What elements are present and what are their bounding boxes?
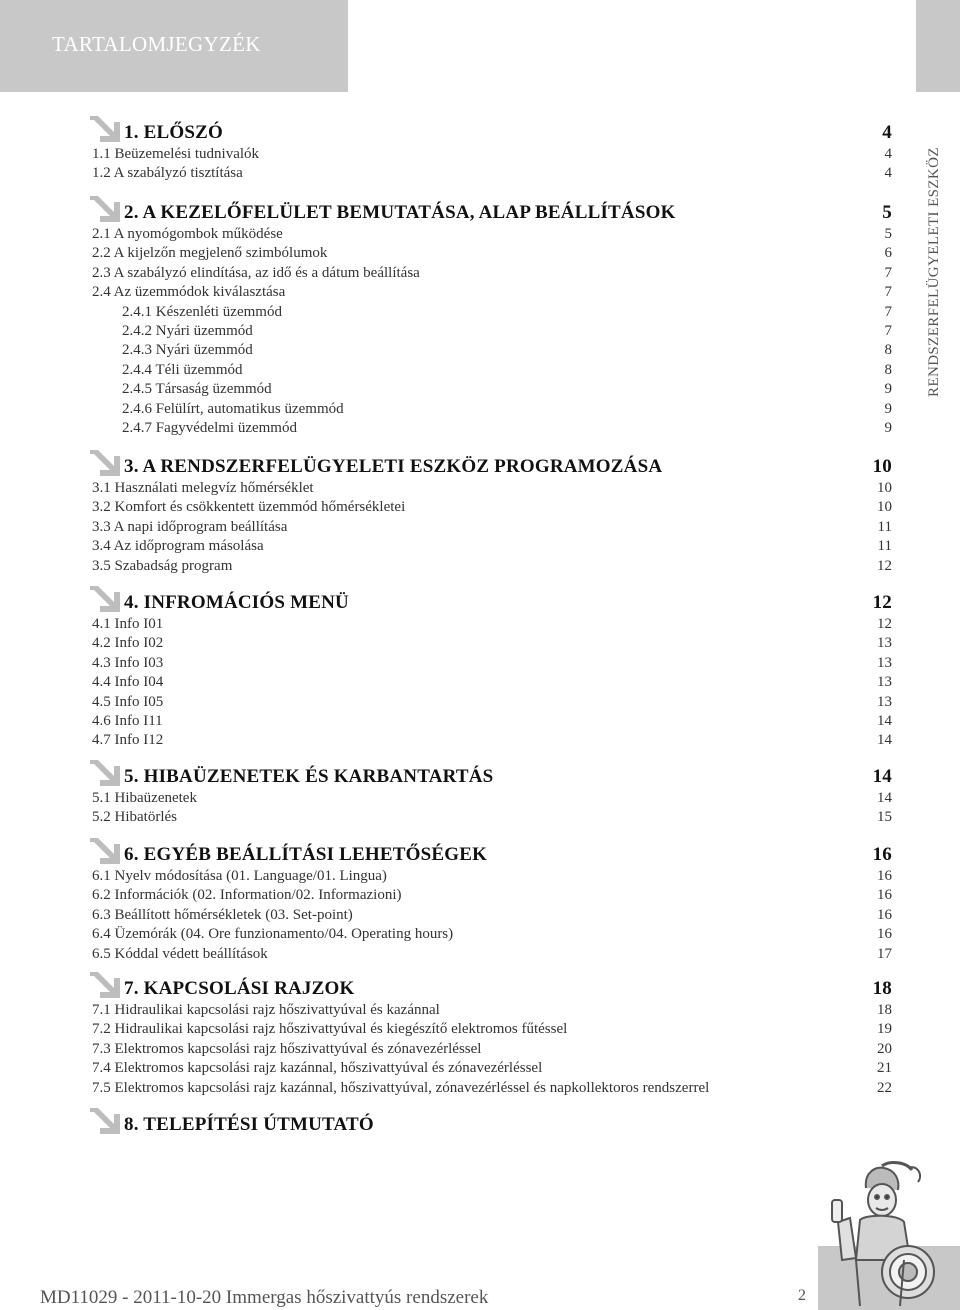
section-title: 6. EGYÉB BEÁLLÍTÁSI LEHETŐSÉGEK [124, 844, 488, 865]
toc-entry-page: 15 [877, 809, 892, 826]
toc-entry-page: 9 [884, 420, 892, 436]
toc-entry-label: 4.2 Info I02 [92, 635, 164, 652]
section-page-number: 10 [872, 456, 892, 477]
toc-entry-page: 13 [877, 693, 892, 710]
toc-entry[interactable] [92, 809, 892, 829]
toc-entry[interactable] [92, 1060, 892, 1080]
toc-entry-page: 7 [884, 303, 892, 320]
toc-entry-label: 2.1 A nyomógombok működése [92, 226, 283, 242]
toc-entry[interactable] [92, 1021, 892, 1041]
toc-entry[interactable] [92, 323, 892, 343]
toc-entry-page: 21 [877, 1060, 892, 1077]
toc-entry-label: 7.1 Hidraulikai kapcsolási rajz hőszivattyúval és kazánnal [92, 1002, 440, 1018]
toc-entry-label: 7.3 Elektromos kapcsolási rajz hőszivattyúval és zónavezérléssel [92, 1040, 482, 1057]
toc-entry-label: 3.5 Szabadság program [92, 557, 233, 574]
toc-entry-page: 4 [884, 165, 892, 182]
toc-entry[interactable] [92, 165, 892, 185]
side-section-label: RENDSZERFELÜGYELETI ESZKÖZ [926, 147, 942, 397]
toc-entry-label: 2.4.5 Társaság üzemmód [122, 381, 272, 398]
toc-entry-label: 2.4.4 Téli üzemmód [122, 361, 243, 378]
section-page-number: 16 [872, 844, 892, 865]
section-heading[interactable] [124, 766, 892, 792]
toc-entry-label: 7.5 Elektromos kapcsolási rajz kazánnal, hőszivattyúval, zónavezérléssel és napkollektoros rendszerrel [92, 1079, 710, 1096]
toc-entry[interactable] [92, 635, 892, 655]
toc-entry-label: 1.1 Beüzemelési tudnivalók [92, 146, 260, 162]
toc-entry-page: 16 [877, 926, 892, 943]
toc-entry-page: 19 [877, 1021, 892, 1038]
section-heading[interactable] [124, 202, 892, 228]
toc-entry-page: 11 [877, 518, 892, 535]
toc-entry-label: 1.2 A szabályzó tisztítása [92, 165, 243, 182]
toc-entry-label: 4.3 Info I03 [92, 654, 164, 671]
section-arrow-icon [88, 758, 122, 788]
section-arrow-icon [88, 448, 122, 478]
toc-entry-label: 4.6 Info I11 [92, 713, 163, 729]
toc-entry[interactable] [92, 616, 892, 636]
toc-entry-label: 4.5 Info I05 [92, 693, 164, 710]
toc-entry[interactable] [92, 146, 892, 166]
toc-entry[interactable] [92, 868, 892, 888]
toc-entry[interactable] [92, 907, 892, 927]
toc-entry-page: 14 [877, 790, 892, 806]
toc-entry-label: 6.3 Beállított hőmérsékletek (03. Set-point) [92, 906, 353, 923]
section-title: 4. INFROMÁCIÓS MENÜ [124, 592, 349, 613]
toc-entry-label: 7.4 Elektromos kapcsolási rajz kazánnal, hőszivattyúval és zónavezérléssel [92, 1060, 543, 1077]
toc-entry-label: 2.2 A kijelzőn megjelenő szimbólumok [92, 245, 328, 262]
section-arrow-icon [88, 970, 122, 1000]
section-heading[interactable] [124, 592, 892, 618]
toc-entry-label: 4.7 Info I12 [92, 732, 164, 749]
toc-entry[interactable] [92, 674, 892, 694]
toc-entry[interactable] [92, 1041, 892, 1061]
toc-entry-label: 3.1 Használati melegvíz hőmérséklet [92, 480, 314, 496]
section-heading[interactable] [124, 456, 892, 482]
section-arrow-icon [88, 1106, 122, 1136]
toc-entry-label: 4.4 Info I04 [92, 674, 164, 691]
toc-entry-label: 6.4 Üzemórák (04. Ore funzionamento/04. Operating hours) [92, 926, 454, 943]
toc-entry[interactable] [92, 480, 892, 500]
toc-entry-label: 6.5 Kóddal védett beállítások [92, 945, 268, 962]
toc-entry-page: 7 [884, 284, 892, 301]
toc-entry[interactable] [92, 1002, 892, 1022]
toc-entry[interactable] [92, 499, 892, 519]
toc-entry[interactable] [92, 946, 892, 966]
toc-entry-page: 14 [877, 732, 892, 749]
toc-entry-page: 5 [884, 226, 892, 242]
toc-entry-page: 20 [877, 1040, 892, 1057]
toc-entry[interactable] [92, 732, 892, 752]
toc-entry-page: 12 [877, 616, 892, 632]
section-title: 7. KAPCSOLÁSI RAJZOK [124, 978, 355, 999]
section-page-number: 14 [872, 766, 892, 787]
toc-entry[interactable] [92, 362, 892, 382]
toc-entry[interactable] [92, 926, 892, 946]
toc-entry-page: 7 [884, 264, 892, 281]
footer-document-info: MD11029 - 2011-10-20 Immergas hőszivattyús rendszerek [40, 1287, 489, 1308]
toc-entry-label: 3.2 Komfort és csökkentett üzemmód hőmérsékletei [92, 499, 406, 516]
toc-entry-label: 6.1 Nyelv módosítása (01. Language/01. Lingua) [92, 868, 387, 884]
toc-entry[interactable] [92, 1080, 892, 1100]
toc-entry-label: 5.1 Hibaüzenetek [92, 790, 197, 806]
toc-entry[interactable] [92, 420, 892, 440]
toc-entry[interactable] [92, 304, 892, 324]
section-page-number: 5 [882, 202, 892, 223]
toc-entry-page: 7 [884, 323, 892, 339]
toc-entry[interactable] [92, 694, 892, 714]
page-title: TARTALOMJEGYZÉK [52, 32, 261, 56]
gladiator-mascot-icon [820, 1160, 940, 1308]
toc-entry[interactable] [92, 284, 892, 304]
toc-entry[interactable] [92, 713, 892, 733]
toc-entry[interactable] [92, 655, 892, 675]
toc-entry-page: 10 [877, 499, 892, 516]
toc-entry-page: 12 [877, 557, 892, 574]
toc-entry-label: 5.2 Hibatörlés [92, 809, 177, 826]
toc-entry-page: 8 [884, 361, 892, 378]
section-heading[interactable] [124, 1114, 892, 1140]
toc-entry-page: 17 [877, 945, 892, 962]
toc-entry-page: 8 [884, 342, 892, 359]
toc-entry-page: 11 [877, 538, 892, 555]
section-title: 3. A RENDSZERFELÜGYELETI ESZKÖZ PROGRAMOZÁSA [124, 456, 663, 477]
toc-entry-label: 2.3 A szabályzó elindítása, az idő és a dátum beállítása [92, 264, 420, 281]
toc-entry-page: 4 [884, 146, 892, 162]
toc-entry-page: 13 [877, 635, 892, 652]
header-tab [0, 0, 348, 92]
section-arrow-icon [88, 584, 122, 614]
toc-entry-label: 7.2 Hidraulikai kapcsolási rajz hőszivattyúval és kiegészítő elektromos fűtéssel [92, 1021, 568, 1038]
section-arrow-icon [88, 194, 122, 224]
toc-entry-page: 16 [877, 906, 892, 923]
section-arrow-icon [88, 836, 122, 866]
toc-entry-label: 6.2 Információk (02. Information/02. Informazioni) [92, 887, 402, 904]
section-page-number: 18 [872, 978, 892, 999]
toc-entry-label: 2.4 Az üzemmódok kiválasztása [92, 284, 286, 301]
section-heading[interactable] [124, 844, 892, 870]
toc-entry-page: 9 [884, 400, 892, 417]
toc-entry-label: 2.4.1 Készenléti üzemmód [122, 303, 282, 320]
section-heading[interactable] [124, 978, 892, 1004]
toc-entry-page: 6 [884, 245, 892, 262]
toc-entry-label: 2.4.6 Felülírt, automatikus üzemmód [122, 400, 344, 417]
toc-entry[interactable] [92, 558, 892, 578]
section-title: 8. TELEPÍTÉSI ÚTMUTATÓ [124, 1114, 374, 1135]
toc-entry-page: 9 [884, 381, 892, 398]
toc-entry[interactable] [92, 226, 892, 246]
toc-entry[interactable] [92, 887, 892, 907]
toc-entry[interactable] [92, 538, 892, 558]
toc-entry-page: 16 [877, 868, 892, 884]
toc-entry-page: 22 [877, 1079, 892, 1096]
toc-entry-label: 2.4.7 Fagyvédelmi üzemmód [122, 420, 297, 436]
toc-entry[interactable] [92, 342, 892, 362]
section-title: 5. HIBAÜZENETEK ÉS KARBANTARTÁS [124, 766, 494, 787]
toc-entry-page: 14 [877, 713, 892, 729]
toc-entry[interactable] [92, 401, 892, 421]
section-heading[interactable] [124, 122, 892, 148]
toc-entry[interactable] [92, 519, 892, 539]
toc-entry[interactable] [92, 265, 892, 285]
toc-entry-page: 13 [877, 654, 892, 671]
toc-entry-label: 2.4.2 Nyári üzemmód [122, 323, 253, 339]
footer-page-number: 2 [798, 1287, 806, 1304]
toc-entry-label: 4.1 Info I01 [92, 616, 164, 632]
toc-entry-label: 3.3 A napi időprogram beállítása [92, 518, 288, 535]
corner-tab [916, 0, 960, 92]
toc-entry-label: 2.4.3 Nyári üzemmód [122, 342, 253, 359]
toc-entry[interactable] [92, 790, 892, 810]
section-page-number: 4 [882, 122, 892, 143]
toc-entry-page: 10 [877, 480, 892, 496]
toc-entry-page: 18 [877, 1002, 892, 1018]
toc-entry-page: 13 [877, 674, 892, 691]
toc-entry-label: 3.4 Az időprogram másolása [92, 538, 264, 555]
section-title: 2. A KEZELŐFELÜLET BEMUTATÁSA, ALAP BEÁLLÍTÁSOK [124, 202, 676, 223]
section-title: 1. ELŐSZÓ [124, 122, 223, 143]
toc-entry[interactable] [92, 245, 892, 265]
section-page-number: 12 [872, 592, 892, 613]
toc-entry-page: 16 [877, 887, 892, 904]
toc-entry[interactable] [92, 381, 892, 401]
section-arrow-icon [88, 114, 122, 144]
